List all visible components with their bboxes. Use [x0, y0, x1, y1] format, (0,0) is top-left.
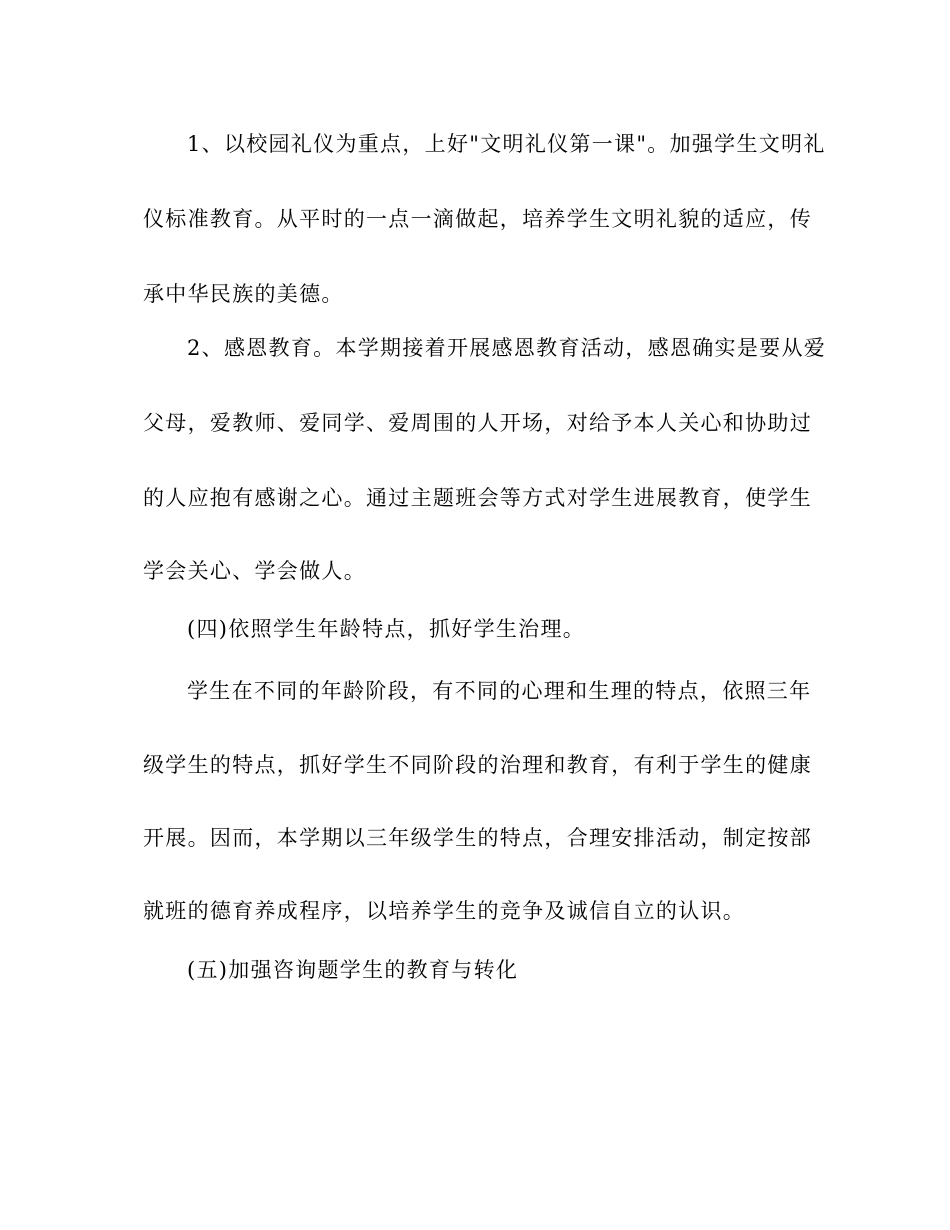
paragraph-2-line-1: 2、感恩教育。本学期接着开展感恩教育活动，感恩确实是要从爱 — [187, 336, 827, 360]
section-heading-4: (四)依照学生年龄特点，抓好学生治理。 — [187, 617, 586, 641]
paragraph-3-line-1: 学生在不同的年龄阶段，有不同的心理和生理的特点，依照三年 — [187, 679, 812, 703]
section-heading-5: (五)加强咨询题学生的教育与转化 — [187, 958, 519, 982]
paragraph-3-line-4: 就班的德育养成程序，以培养学生的竞争及诚信自立的认识。 — [143, 899, 746, 923]
paragraph-1-line-2: 仪标准教育。从平时的一点一滴做起，培养学生文明礼貌的适应，传 — [143, 207, 812, 231]
paragraph-1-line-3: 承中华民族的美德。 — [143, 282, 344, 306]
paragraph-2-line-2: 父母，爱教师、爱同学、爱周围的人开场，对给予本人关心和协助过 — [143, 411, 812, 435]
paragraph-2-line-4: 学会关心、学会做人。 — [143, 559, 366, 583]
paragraph-3-line-3: 开展。因而，本学期以三年级学生的特点，合理安排活动，制定按部 — [143, 826, 812, 850]
paragraph-2-line-3: 的人应抱有感谢之心。通过主题班会等方式对学生进展教育，使学生 — [143, 486, 812, 510]
paragraph-3-line-2: 级学生的特点，抓好学生不同阶段的治理和教育，有利于学生的健康 — [143, 753, 812, 777]
paragraph-1-line-1: 1、以校园礼仪为重点，上好"文明礼仪第一课"。加强学生文明礼 — [187, 132, 826, 156]
